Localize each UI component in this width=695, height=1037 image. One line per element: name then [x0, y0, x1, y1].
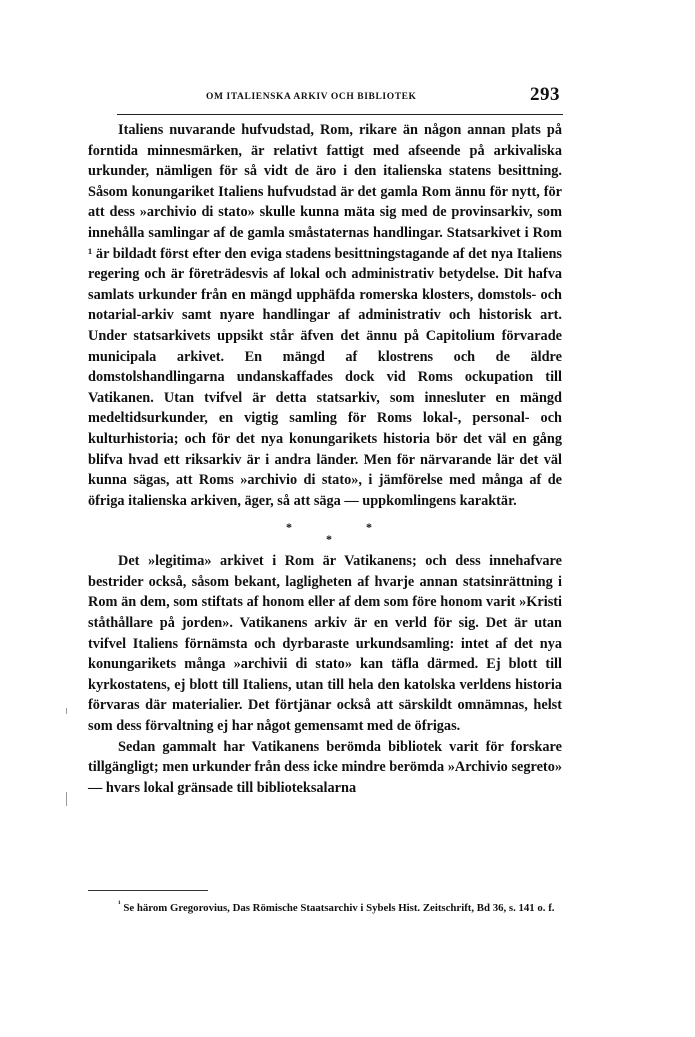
section-separator	[88, 511, 562, 551]
margin-speck	[66, 708, 67, 714]
paragraph: Sedan gammalt har Vatikanens berömda bibliotek varit för forskare tillgängligt; men urkunder från dess icke mindre berömda »Archivio segreto» — hvars lokal gränsade till biblioteksalarna	[88, 738, 562, 796]
margin-speck	[66, 792, 67, 806]
separator-star: *	[366, 520, 372, 535]
footnote-rule	[88, 890, 208, 891]
page-header	[88, 84, 562, 110]
footnote-mark: ¹	[118, 898, 121, 909]
body-text	[88, 120, 562, 798]
footnote-text: Se härom Gregorovius, Das Römische Staatsarchiv i Sybels Hist. Zeitschrift, Bd 36, s. 141 o. f.	[123, 902, 555, 914]
paragraph: Det »legitima» arkivet i Rom är Vatikanens; och dess innehafvare bestrider också, såsom bekant, lagligheten af hvarje annan statsinrättning i Rom än dem, som stiftats af honom eller af dem som före honom varit »Kristi ståthållare på jorden». Vatikanens arkiv är en verld för sig. Det är utan tvifvel Italiens förnämsta och dyrbaraste urkundsamling: intet af det nya konungarikets många »archivii di stato» kan täfla därmed. Ej blott till kyrkostatens, ej blott till Italiens, utan till hela den katolska verldens historia förvaras där materialier. Det förtjänar också att särskildt omnämnas, helst som dess förvaltning ej har något gemensamt med de öfrigas.	[88, 553, 562, 735]
separator-star: *	[326, 532, 332, 547]
paragraph: Italiens nuvarande hufvudstad, Rom, rikare än någon annan plats på forntida minnesmärken, är relativt fattigt med afseende på arkivaliska urkunder, nämligen för så vidt de äro i den italienska statens besittning. Såsom konungariket Italiens hufvudstad är det gamla Rom ännu för nytt, för att dess »archivio di stato» skulle kunna mäta sig med de provinsarkiv, som innehålla samlingar af de gamla småstaternas handlingar. Statsarkivet i Rom ¹ är bildadt först efter den eviga stadens besittningstagande af det nya Italiens regering och är företrädesvis af lokal och administrativ betydelse. Dit hafva samlats urkunder från en mängd upphäfda romerska klosters, domstols- och notarial-arkiv samt nyare handlingar af administrativ och historisk art. Under statsarkivets uppsikt står äfven det ännu på Capitolium förvarade municipala arkivet. En mängd af klostrens och de äldre domstolshandlingarna undanskaffades dock vid Roms ockupation till Vatikanen. Utan tvifvel är detta statsarkiv, som innesluter en mängd medeltidsurkunder, en vigtig samling för Roms lokal-, personal- och kulturhistoria; och för det nya konungarikets historia bör det väl en gång blifva hvad ett riksarkiv är i andra länder. Men för närvarande lär det väl kunna sägas, att Roms »archivio di stato», i jämförelse med många af de öfriga italienska arkiven, äger, så att säga — uppkomlingens karaktär.	[88, 122, 562, 509]
page-number: 293	[530, 84, 560, 105]
footnote	[88, 900, 562, 916]
header-rule	[117, 114, 563, 115]
running-title: OM ITALIENSKA ARKIV OCH BIBLIOTEK	[206, 92, 417, 102]
separator-star: *	[286, 520, 292, 535]
